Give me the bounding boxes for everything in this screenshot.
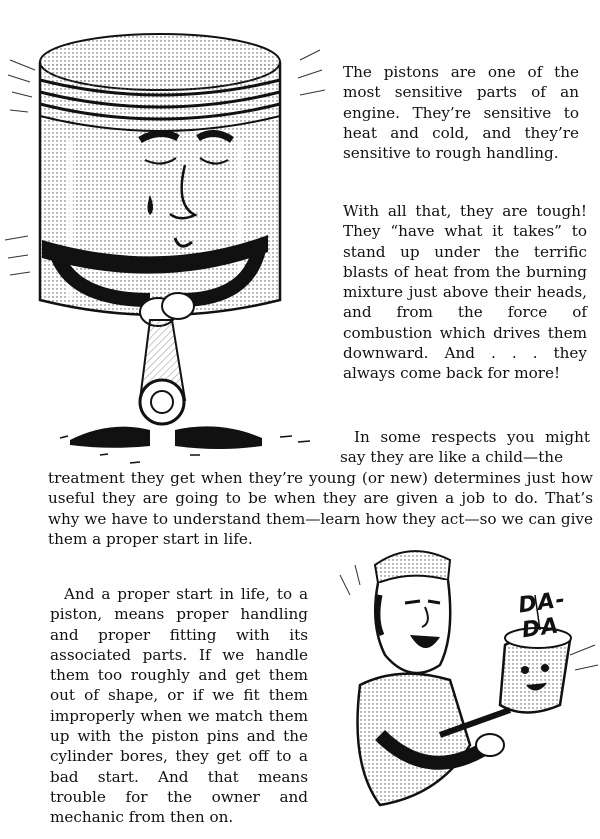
paragraph-pistons-tough: With all that, they are tough! They “have what it takes” to stand up under the terrific blasts of heat from the burning mixture just above their heads, and from the force of combustion which drives them downward. And . . . they always come back for more!	[343, 202, 587, 383]
piston-character-illustration	[0, 0, 340, 470]
paragraph-like-a-child-continuation: treatment they get when they’re young (or new) determines just how useful they are going to be when they are given a job to do. That’s why we have to understand them—learn how they act—so we can give them a proper start in life.	[48, 469, 593, 548]
paragraph-pistons-sensitive: The pistons are one of the most sensitive parts of an engine. They’re sensitive to heat and cold, and they’re sensitive to rough handling.	[343, 63, 579, 163]
mechanic-holding-piston-illustration	[320, 535, 600, 835]
paragraph-proper-start-in-life: And a proper start in life, to a piston, means proper handling and proper fitting with its associated parts. If we handle them too roughly and get them out of shape, or if we fit them improperly when we match them up with the piston pins and the cylinder bores, they get off to a bad start. And that means trouble for the owner and mechanic from then on.	[50, 585, 308, 827]
speech-text-da-da: DA-DA	[516, 587, 568, 644]
paragraph-like-a-child-first-line: In some respects you might say they are like a child—the	[340, 428, 590, 467]
